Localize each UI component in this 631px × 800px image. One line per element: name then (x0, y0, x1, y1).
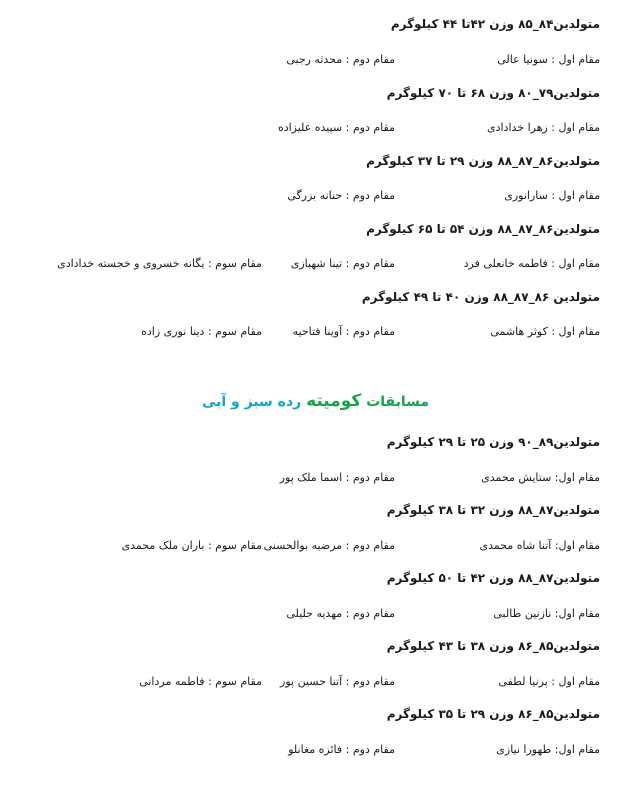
category-header: متولدین۸۷_۸۸ وزن ۳۲ تا ۳۸ کیلوگرم (386, 503, 600, 517)
section-title (0, 391, 631, 411)
category-header: متولدین ۸۶_۸۷_۸۸ وزن ۴۰ تا ۴۹ کیلوگرم (361, 290, 600, 304)
section-title-part2: کومیته (306, 391, 362, 411)
second-place: مقام دوم : تینا شهبازی (290, 257, 395, 270)
first-place: مقام اول: نازنین طالبی (493, 607, 600, 620)
category-header: متولدین۸۷_۸۸ وزن ۴۲ تا ۵۰ کیلوگرم (386, 571, 600, 585)
category-header: متولدین۸۵_۸۶ وزن ۲۹ تا ۳۵ کیلوگرم (386, 707, 600, 721)
first-place: مقام اول: آتنا شاه محمدی (479, 539, 600, 552)
first-place: مقام اول: طهورا نیازی (496, 743, 600, 756)
category-header: متولدین۷۹_۸۰ وزن ۶۸ تا ۷۰ کیلوگرم (386, 86, 600, 100)
section-title-part3: رده سبز و آبی (201, 394, 302, 410)
second-place: مقام دوم : حنانه بزرگی (287, 189, 395, 202)
category-header: متولدین۸۴_۸۵ وزن ۴۲تا ۴۴ کیلوگرم (390, 17, 600, 31)
second-place: مقام دوم : فائزه مغانلو (288, 743, 395, 756)
second-place: مقام دوم : مرضیه بوالحسنی (263, 539, 395, 552)
second-place: مقام دوم : سپیده علیزاده (277, 121, 395, 134)
first-place: مقام اول : سارانوری (504, 189, 600, 202)
second-place: مقام دوم : آوینا فتاحیه (292, 325, 395, 338)
first-place: مقام اول : پرنیا لطفی (498, 675, 600, 688)
third-place: مقام سوم : باران ملک محمدی (121, 539, 262, 552)
third-place: مقام سوم : یگانه خسروی و خجسته خدادادی (57, 257, 262, 270)
second-place: مقام دوم : اسما ملک پور (279, 471, 395, 484)
category-header: متولدین۸۹_۹۰ وزن ۲۵ تا ۲۹ کیلوگرم (386, 435, 600, 449)
first-place: مقام اول: ستایش محمدی (481, 471, 600, 484)
third-place: مقام سوم : دینا نوری زاده (141, 325, 262, 338)
section-title-part1: مسابقات (366, 394, 430, 410)
second-place: مقام دوم : مهدیه جلیلی (286, 607, 395, 620)
second-place: مقام دوم : آتنا حسین پور (280, 675, 395, 688)
category-header: متولدین۸۶_۸۷_۸۸ وزن ۵۴ تا ۶۵ کیلوگرم (366, 222, 600, 236)
third-place: مقام سوم : فاطمه مردانی (139, 675, 262, 688)
first-place: مقام اول : سونیا عالی (497, 53, 600, 66)
first-place: مقام اول : کوثر هاشمی (490, 325, 600, 338)
second-place: مقام دوم : محدثه رجبی (286, 53, 395, 66)
first-place: مقام اول : زهرا خدادادی (486, 121, 600, 134)
category-header: متولدین۸۶_۸۷_۸۸ وزن ۲۹ تا ۳۷ کیلوگرم (366, 154, 600, 168)
category-header: متولدین۸۵_۸۶ وزن ۳۸ تا ۴۳ کیلوگرم (386, 639, 600, 653)
first-place: مقام اول : فاطمه خانعلی فرد (463, 257, 600, 270)
